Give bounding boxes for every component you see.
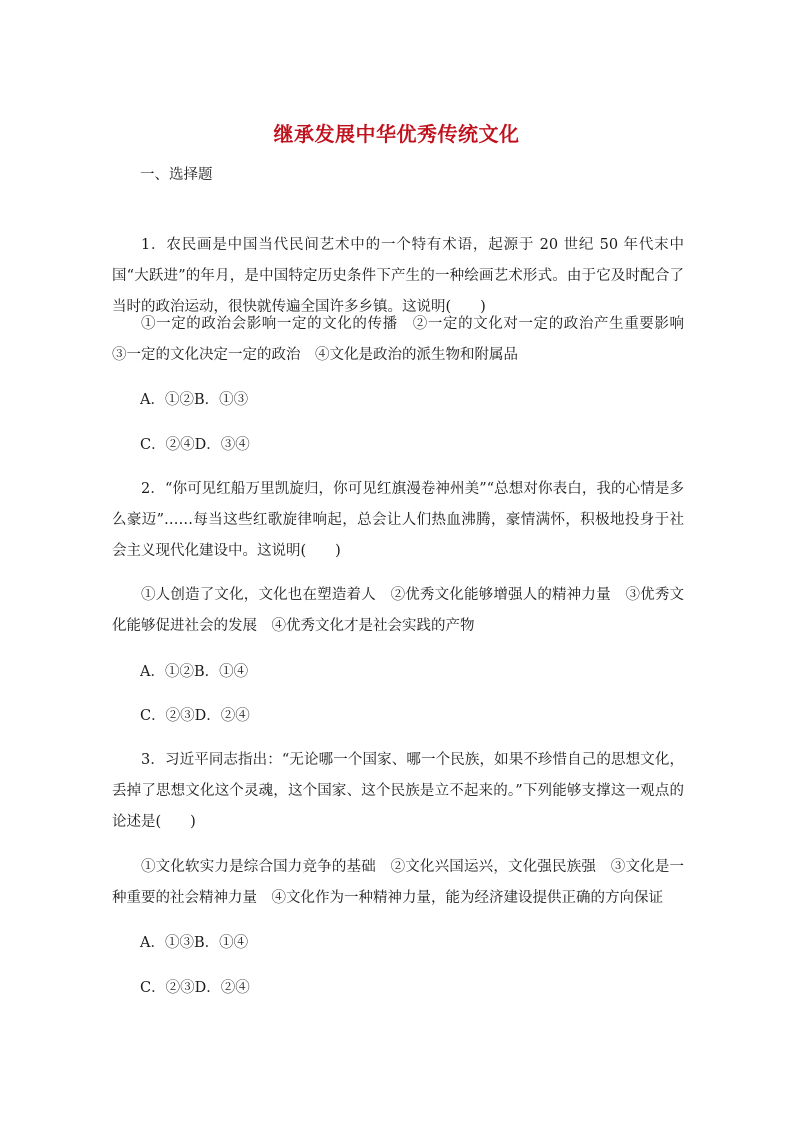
question-3-options-cd: C．②③D．②④ — [140, 980, 250, 996]
question-2-options-ab: A．①②B．①④ — [140, 664, 249, 680]
question-3-statements: ①文化软实力是综合国力竞争的基础 ②文化兴国运兴，文化强民族强 ③文化是一种重要的社会精神力量 ④文化作为一种精神力量，能为经济建设提供正确的方向保证 — [112, 859, 684, 906]
question-1-statements: ①一定的政治会影响一定的文化的传播 ②一定的文化对一定的政治产生重要影响 ③一定的文化决定一定的政治 ④文化是政治的派生物和附属品 — [112, 316, 699, 363]
question-2-statements: ①人创造了文化，文化也在塑造着人 ②优秀文化能够增强人的精神力量 ③优秀文化能够促进社会的发展 ④优秀文化才是社会实践的产物 — [112, 587, 684, 634]
document-title: 继承发展中华优秀传统文化 — [273, 122, 520, 146]
question-3-stem: 3．习近平同志指出：“无论哪一个国家、哪一个民族，如果不珍惜自己的思想文化，丢掉了思想文化这个灵魂，这个国家、这个民族是立不起来的。”下列能够支撑这一观点的论述是( ) — [112, 752, 684, 830]
section-heading: 一、选择题 — [140, 167, 213, 183]
question-2-options-cd: C．②③D．②④ — [140, 708, 250, 724]
question-1-options-ab: A．①②B．①③ — [140, 392, 249, 408]
question-2-stem: 2．“你可见红船万里凯旋归，你可见红旗漫卷神州美”“总想对你表白，我的心情是多么豪迈”……每当这些红歌旋律响起，总会让人们热血沸腾，豪情满怀，积极地投身于社会主义现代化建设中。这说明( ) — [112, 481, 684, 559]
question-3-options-ab: A．①③B．①④ — [140, 935, 249, 951]
question-1-stem: 1．农民画是中国当代民间艺术中的一个特有术语，起源于 20 世纪 50 年代末中国“大跃进”的年月，是中国特定历史条件下产生的一种绘画艺术形式。由于它及时配合了当时的政治运动，很快就传遍全国许多乡镇。这说明( ) — [112, 237, 684, 315]
question-1-options-cd: C．②④D．③④ — [140, 437, 250, 453]
